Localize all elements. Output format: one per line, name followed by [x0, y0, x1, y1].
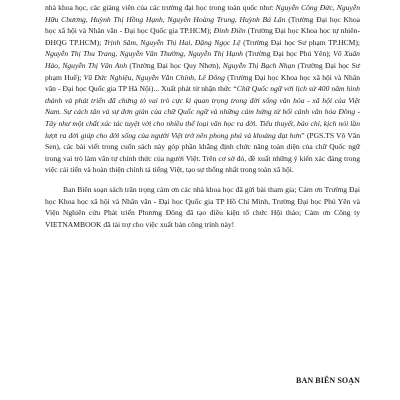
text-run: (Trường Đại học Quy Nhơn), [127, 60, 223, 70]
italic-text-run: Nguyễn Công Đức, Nguyễn Hữu Chương, Huỳnh Thị Hồng Hạnh, Nguyễn Hoàng Trung, Huỳnh Bá Lân [45, 3, 360, 24]
italic-text-run: Nguyễn Thị Thu Trang, Nguyễn Văn Thường, Nguyễn Thị Hạnh [45, 49, 243, 59]
paragraph-acknowledgements [45, 184, 360, 230]
italic-text-run: Nguyễn Thị Bạch Nhạn [222, 60, 296, 70]
italic-text-run: Võ Xuân Hào, Nguyễn Thị Vân Anh [45, 49, 360, 70]
text-run: Ban Biên soạn sách trân trọng cảm ơn các nhà khoa học đã gửi bài tham gia; Cảm ơn Trường Đại học Khoa học xã hội và Nhân văn - Đại học Quốc gia TP Hồ Chí Minh, Trường Đại học Phú Yên và Viện Nghiên cứu Phát triển Phương Đông đã tạo điều kiện tổ chức Hội thảo; Cảm ơn Công ty VIETNAMBOOK đã tài trợ cho việc xuất bản công trình này! [45, 184, 360, 229]
text-run: (Trường Đại học Sư phạm Huế); [45, 60, 360, 82]
text-run: (Trường Đại học Khoa học tự nhiên-ĐHQG TP.HCM); [45, 26, 360, 47]
italic-text-run: Trịnh Sâm, Nguyễn Thị Hai, Đặng Ngọc Lệ [103, 37, 241, 47]
italic-text-run: Đinh Điền [213, 26, 246, 36]
text-run: (Trường Đại học Phú Yên); [242, 49, 334, 59]
text-run: (Trường Đại học Khoa học xã hội và Nhân văn - Đại học Quốc gia TP.HCM); [45, 14, 360, 36]
text-run: ” (PGS.TS Võ Văn Sen), các bài viết trong cuốn sách này góp phần khẳng định chức năng toàn diện của chữ Quốc ngữ trong vai trò làm văn tự chính thức của người Việt. Trên cơ sở đó, đề xuất những ý kiến xác đáng trong việc cải tiến và hoàn thiện chính tả tiếng Việt, tạo sự thống nhất trong toàn xã hội. [45, 130, 360, 175]
paragraph-contributors [45, 2, 360, 176]
italic-text-run: Vũ Đức Nghiệu, Nguyễn Văn Chính, Lê Đông [83, 72, 225, 82]
text-run: (Trường Đại học Khoa học xã hội và Nhân văn - Đại học Quốc gia TP Hà Nội)... Xuất phát từ nhận thức “ [45, 72, 360, 94]
italic-text-run: Chữ Quốc ngữ với lịch sử 400 năm hình thành và phát triển đã chứng tỏ vai trò cực kì quan trọng trong đời sống văn hóa - xã hội của Việt Nam. Sự cách tân và sự đơn giản của chữ Quốc ngữ và những cảm hứng từ bối cảnh văn hóa Đông - Tây như một chất xúc tác tuyệt vời cho nhiều thể loại văn học ra đời. Tiểu thuyết, báo chí, kịch nói lần lượt ra đời giúp cho đời sống của người Việt trở nên phong phú và khoảng đạt hơn [45, 84, 360, 140]
text-run: (Trường Đại học Sư phạm TP.HCM); [240, 37, 361, 47]
document-body [45, 2, 360, 230]
signature: BAN BIÊN SOẠN [296, 376, 360, 385]
text-run: nhà khoa học, các giảng viên của các trường đại học trong toàn quốc như: [45, 3, 276, 12]
